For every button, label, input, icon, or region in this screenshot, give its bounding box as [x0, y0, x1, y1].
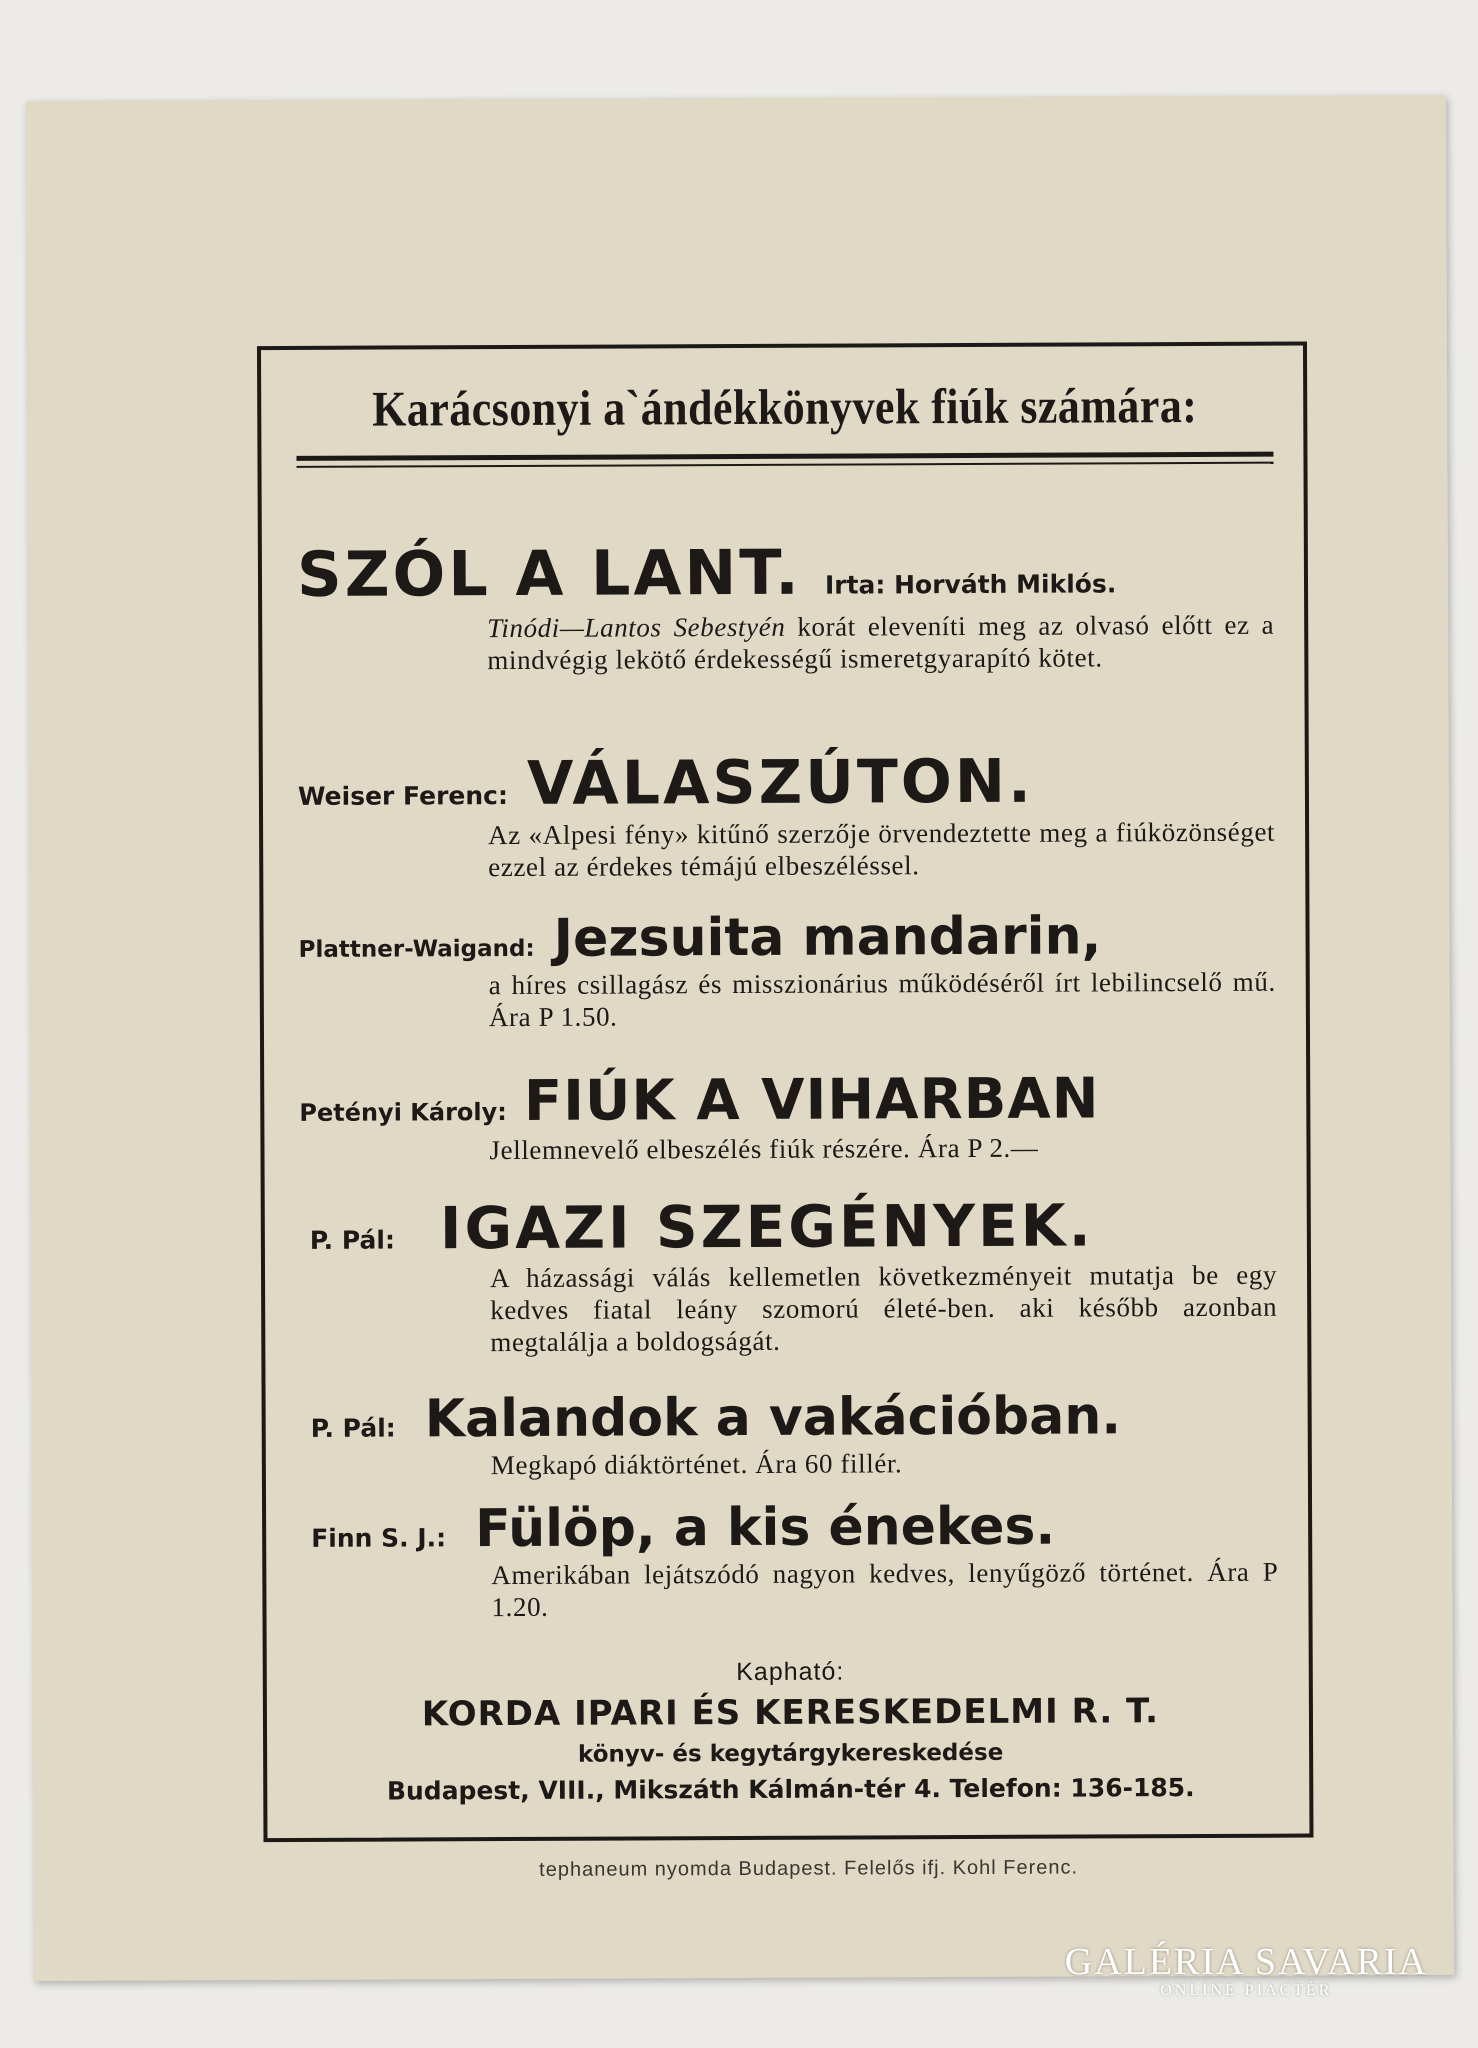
book-title: Kalandok a vakációban.: [424, 1386, 1122, 1450]
watermark-sub: ONLINE PIACTÉR: [1160, 1982, 1333, 1999]
book-description: A házassági válás kellemetlen következményeit mutatja be egy kedves fiatal leány szomorú életé-ben. aki később azonban megtalálja a boldogságát.: [489, 1259, 1278, 1358]
book-author: P. Pál:: [309, 1225, 395, 1255]
printer-credit: tephaneum nyomda Budapest. Felelős ifj. Kohl Ferenc.: [539, 1856, 1079, 1881]
heading-rule-thick: [296, 452, 1273, 461]
available-label: Kapható:: [736, 1657, 845, 1687]
book-author: Finn S. J.:: [311, 1523, 447, 1553]
book-author: Plattner-Waigand:: [298, 935, 535, 963]
book-description: Megkapó diáktörténet. Ára 60 fillér.: [490, 1448, 903, 1481]
printed-page: [26, 95, 1454, 1981]
book-entry-5: [300, 1191, 1278, 1359]
book-description: Tinódi—Lantos Sebestyén korát eleveníti meg az olvasó előtt ez a mindvégig lekötő érdekességű ismeretgyarapító kötet.: [487, 609, 1275, 676]
book-description: Amerikában lejátszódó nagyon kedves, lenyűgöző történet. Ára P 1.20.: [491, 1556, 1279, 1623]
advertisement-frame: [257, 342, 1314, 1843]
book-entry-7: [301, 1496, 1279, 1624]
book-author: Irta: Horváth Miklós.: [824, 569, 1117, 600]
company-name: KORDA IPARI ÉS KERESKEDELMI R. T.: [421, 1691, 1160, 1735]
page-heading: Karácsonyi a`ándékkönyvek fiúk számára:: [372, 376, 1198, 437]
book-entry-1: [297, 534, 1275, 677]
watermark-name: GALÉRIA SAVARIA: [1064, 1941, 1428, 1983]
book-author: Petényi Károly:: [299, 1098, 507, 1127]
seller-info: [302, 1656, 1280, 1806]
book-entry-4: [299, 1066, 1276, 1167]
book-entry-6: [301, 1386, 1278, 1482]
book-author: Weiser Ferenc:: [297, 781, 509, 811]
book-title: Fülöp, a kis énekes.: [475, 1496, 1056, 1560]
book-title: SZÓL A LANT.: [296, 535, 802, 611]
book-title: IGAZI SZEGÉNYEK.: [439, 1191, 1094, 1263]
book-author: P. Pál:: [310, 1413, 396, 1443]
book-entry-2: [298, 746, 1276, 884]
heading-rule-thin: [296, 462, 1273, 468]
book-title: FIÚK A VIHARBAN: [523, 1066, 1100, 1134]
watermark-logo: [1065, 1940, 1428, 2000]
book-description: a híres csillagász és misszionárius működéséről írt lebilincselő mű. Ára P 1.50.: [488, 966, 1276, 1033]
book-description: Jellemnevelő elbeszélés fiúk részére. Ára P 2.—: [489, 1132, 1039, 1166]
shop-type: könyv- és kegytárgykereskedése: [577, 1739, 1004, 1768]
book-title: VÁLASZÚTON.: [526, 746, 1034, 819]
book-entry-3: [298, 906, 1276, 1034]
shop-address: Budapest, VIII., Mikszáth Kálmán-tér 4. Telefon: 136-185.: [386, 1773, 1195, 1806]
book-title: Jezsuita mandarin,: [553, 906, 1102, 969]
book-description: Az «Alpesi fény» kitűnő szerzője örvendeztette meg a fiúközönséget ezzel az érdekes témájú elbeszéléssel.: [488, 816, 1276, 883]
desc-italic-name: Tinódi—Lantos Sebestyén: [487, 611, 786, 644]
